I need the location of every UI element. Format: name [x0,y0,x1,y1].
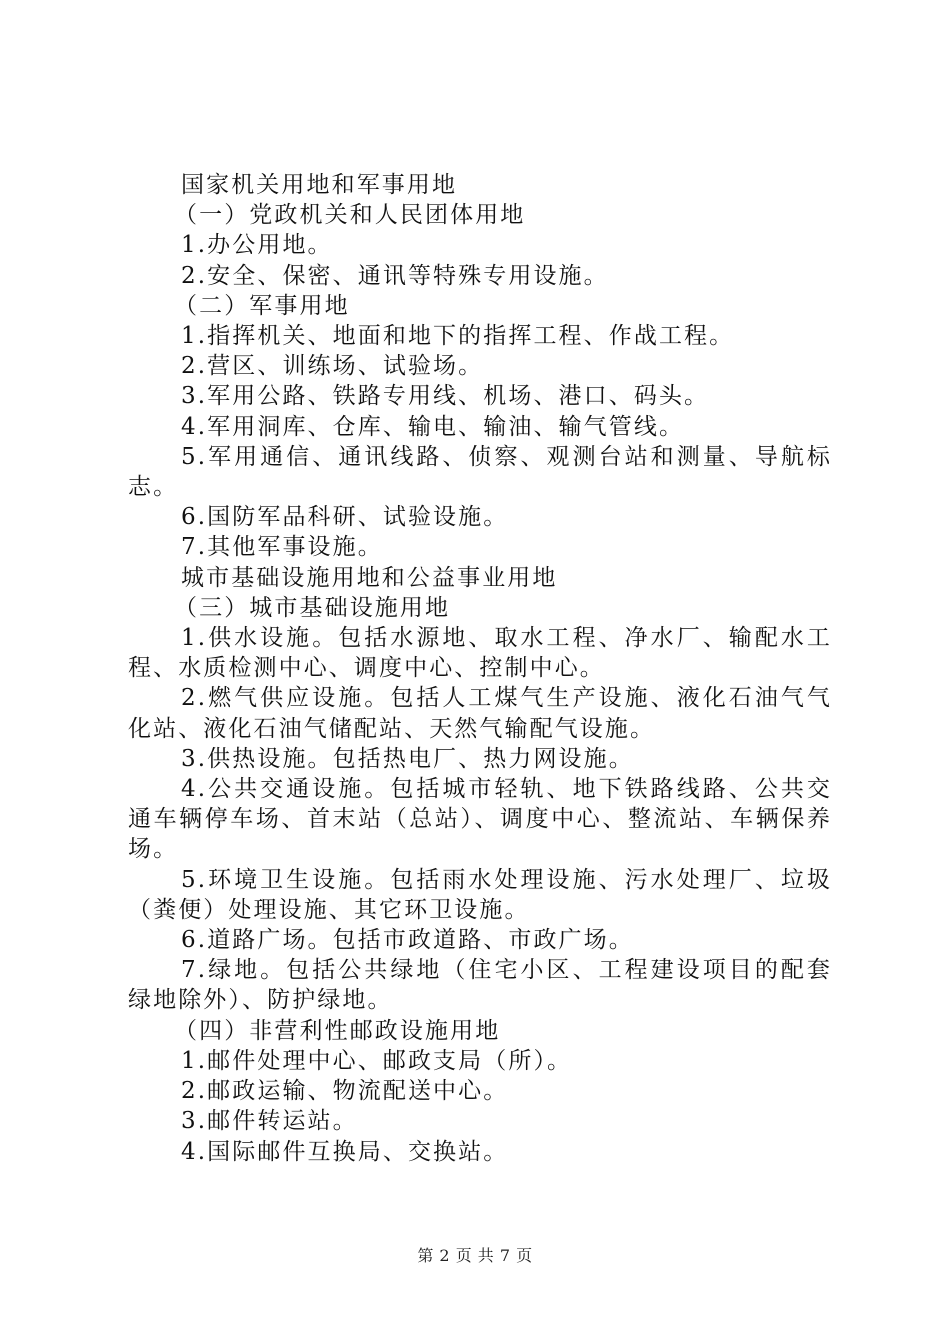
list-item: 6.道路广场。包括市政道路、市政广场。 [181,927,634,954]
page-footer: 第 2 页 共 7 页 [417,1246,533,1265]
list-item: 2.邮政运输、物流配送中心。 [181,1078,509,1105]
subsection-heading: （三）城市基础设施用地 [174,594,451,621]
list-item: 2.营区、训练场、试验场。 [181,353,484,380]
subsection-heading: （一）党政机关和人民团体用地 [174,202,526,229]
list-item: 1.办公用地。 [181,232,333,259]
list-item: 1.供水设施。包括水源地、取水工程、净水厂、输配水工程、水质检测中心、调度中心、控制中心。 [128,625,832,682]
list-item: 4.公共交通设施。包括城市轻轨、地下铁路线路、公共交通车辆停车场、首末站（总站）、调度中心、整流站、车辆保养场。 [128,776,832,863]
list-item: 4.军用洞库、仓库、输电、输油、输气管线。 [181,413,685,440]
list-item: 3.军用公路、铁路专用线、机场、港口、码头。 [181,383,710,410]
subsection-heading: （四）非营利性邮政设施用地 [174,1017,501,1044]
list-item: 2.安全、保密、通讯等特殊专用设施。 [181,262,609,289]
subsection-heading: （二）军事用地 [174,292,350,319]
list-item: 6.国防军品科研、试验设施。 [181,504,509,531]
list-item: 7.绿地。包括公共绿地（住宅小区、工程建设项目的配套绿地除外）、防护绿地。 [128,957,832,1014]
list-item: 7.其他军事设施。 [181,534,383,561]
document-body [128,170,832,1167]
list-item: 1.指挥机关、地面和地下的指挥工程、作战工程。 [181,323,735,350]
list-item: 2.燃气供应设施。包括人工煤气生产设施、液化石油气气化站、液化石油气储配站、天然气输配气设施。 [128,685,832,742]
list-item: 3.邮件转运站。 [181,1108,358,1135]
section-heading: 国家机关用地和军事用地 [181,172,458,198]
list-item: 1.邮件处理中心、邮政支局（所）。 [181,1047,573,1074]
list-item: 5.环境卫生设施。包括雨水处理设施、污水处理厂、垃圾（粪便）处理设施、其它环卫设施。 [128,866,832,923]
list-item: 3.供热设施。包括热电厂、热力网设施。 [181,745,634,772]
list-item: 5.军用通信、通讯线路、侦察、观测台站和测量、导航标志。 [128,443,832,501]
section-heading: 城市基础设施用地和公益事业用地 [181,564,558,591]
list-item: 4.国际邮件互换局、交换站。 [181,1138,509,1165]
